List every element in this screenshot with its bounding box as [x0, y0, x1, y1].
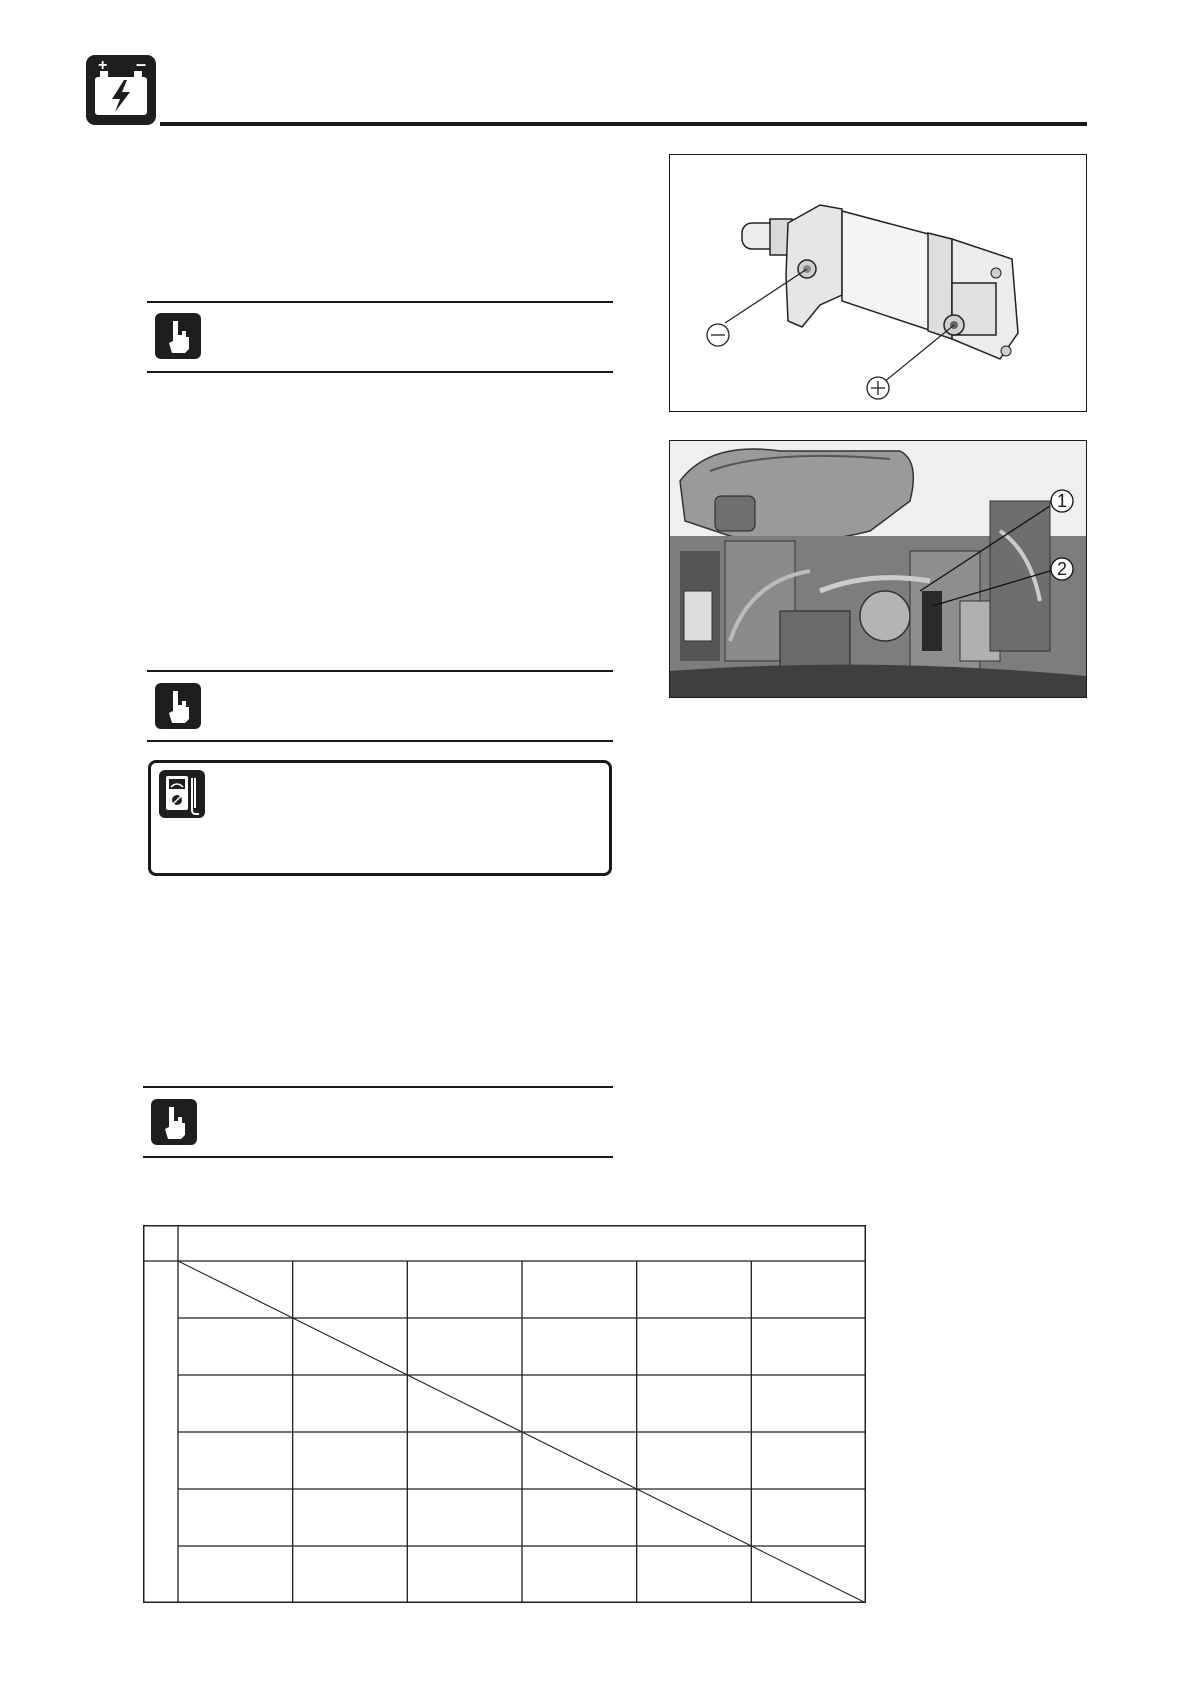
- note-band-2: [147, 670, 613, 742]
- continuity-table: [143, 1225, 866, 1603]
- svg-text:–: –: [136, 55, 147, 74]
- note-band-1: [147, 301, 613, 373]
- pointing-hand-icon: [151, 1099, 197, 1145]
- svg-text:+: +: [98, 57, 108, 74]
- callout-2-label: 2: [1056, 559, 1068, 579]
- header-rule: [160, 122, 1087, 126]
- starter-motor-figure: [669, 154, 1087, 412]
- specification-box: [148, 760, 612, 876]
- chapter-electrical-icon: [86, 55, 156, 125]
- engine-photo-figure: [669, 440, 1087, 698]
- callout-1-label: 1: [1056, 491, 1068, 511]
- pointing-hand-icon: [155, 683, 201, 729]
- multimeter-icon: [159, 770, 205, 818]
- pointing-hand-icon: [155, 313, 201, 359]
- note-band-3: [143, 1086, 613, 1158]
- battery-electrical-icon: [86, 55, 156, 125]
